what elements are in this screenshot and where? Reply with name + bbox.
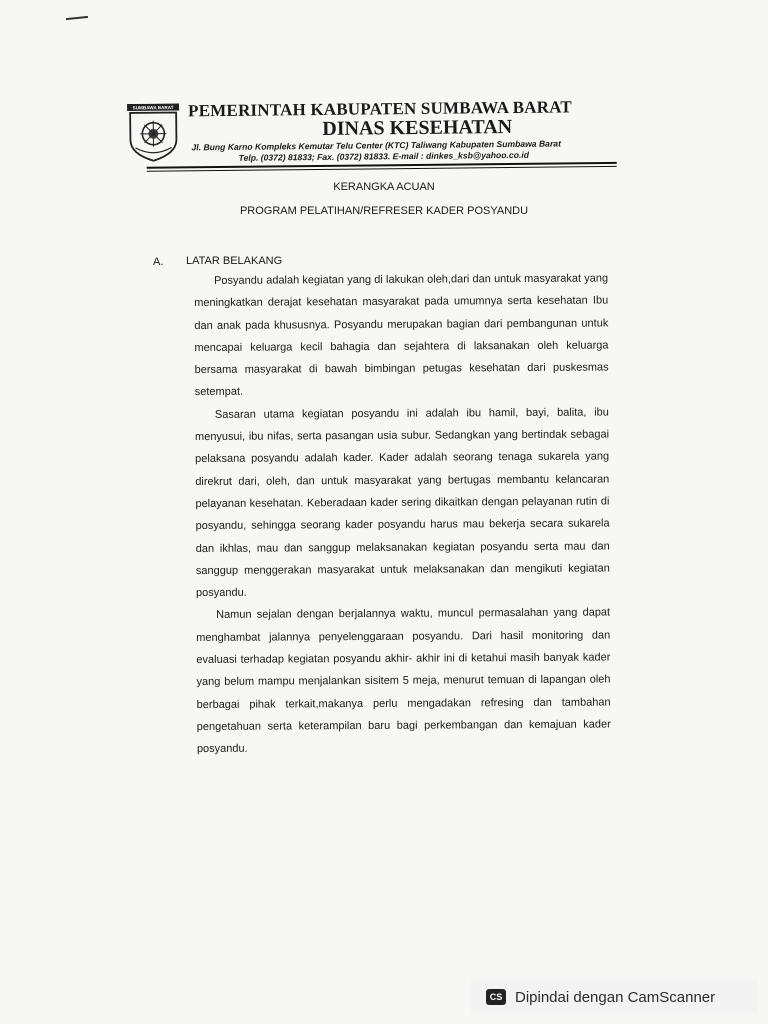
stray-pen-mark bbox=[66, 16, 88, 20]
letterhead bbox=[126, 95, 617, 175]
camscanner-icon: CS bbox=[486, 989, 506, 1005]
document-title: KERANGKA ACUAN bbox=[333, 181, 435, 193]
office-contact: Telp. (0372) 81833; Fax. (0372) 81833. E-mail : dinkes_ksb@yahoo.co.id bbox=[238, 149, 530, 163]
camscanner-watermark bbox=[471, 980, 757, 1014]
section-number: A. bbox=[153, 256, 164, 268]
svg-text:SUMBAWA BARAT: SUMBAWA BARAT bbox=[132, 105, 174, 111]
section-title: LATAR BELAKANG bbox=[186, 255, 283, 267]
body-paragraph: Sasaran utama kegiatan posyandu ini adalah ibu hamil, bayi, balita, ibu menyusui, ibu nifas, serta pasangan usia subur. Sedangkan yang bertindak sebagai pelaksana posyandu adalah kader. Kader adalah seorang tenaga sukarela yang direkrut dari, oleh, dan untuk masyarakat yang bertugas membantu kelancaran pelayanan kesehatan. Keberadaan kader sering dikaitkan dengan pelayanan rutin di posyandu, sehingga seorang kader posyandu harus mau bekerja secara sukarela dan ikhlas, mau dan sanggup melaksanakan kegiatan posyandu serta mau dan sanggup menggerakan masyarakat untuk melaksanakan dan mengikuti kegiatan posyandu. bbox=[194, 406, 610, 600]
body-paragraph: Posyandu adalah kegiatan yang di lakukan oleh,dari dan untuk masyarakat yang meningkatkan derajat kesehatan masyarakat pada umumnya serta kesehatan Ibu dan anak pada khususnya. Posyandu merupakan bagian dari pembangunan untuk mencapai keluarga kecil bahagia dan sejahtera di laksanakan oleh keluarga bersama masyarakat di bawah bimbingan petugas kesehatan dari puskesmas setempat. bbox=[194, 272, 609, 399]
body-paragraph: Namun sejalan dengan berjalannya waktu, muncul permasalahan yang dapat menghambat jalannya penyelenggaraan posyandu. Dari hasil monitoring dan evaluasi terhadap kegiatan posyandu akhir- akhir ini di ketahui masih banyak kader yang belum mampu menjalankan sisitem 5 meja, menurut temuan di lapangan oleh berbagai pihak terkait,makanya perlu mengadakan refresing dan tambahan pengetahuan serta keterampilan baru bagi perkembangan dan kemajuan kader posyandu. bbox=[196, 606, 611, 756]
section-body bbox=[194, 267, 611, 760]
camscanner-label: Dipindai dengan CamScanner bbox=[515, 988, 716, 1006]
organization-name: PEMERINTAH KABUPATEN SUMBAWA BARAT bbox=[188, 97, 573, 121]
department-name: DINAS KESEHATAN bbox=[322, 115, 513, 140]
regency-logo-icon bbox=[126, 103, 181, 162]
office-address: Jl. Bung Karno Kompleks Kemutar Telu Center (KTC) Taliwang Kabupaten Sumbawa Barat bbox=[191, 138, 561, 153]
document-subtitle: PROGRAM PELATIHAN/REFRESER KADER POSYANDU bbox=[239, 205, 529, 217]
